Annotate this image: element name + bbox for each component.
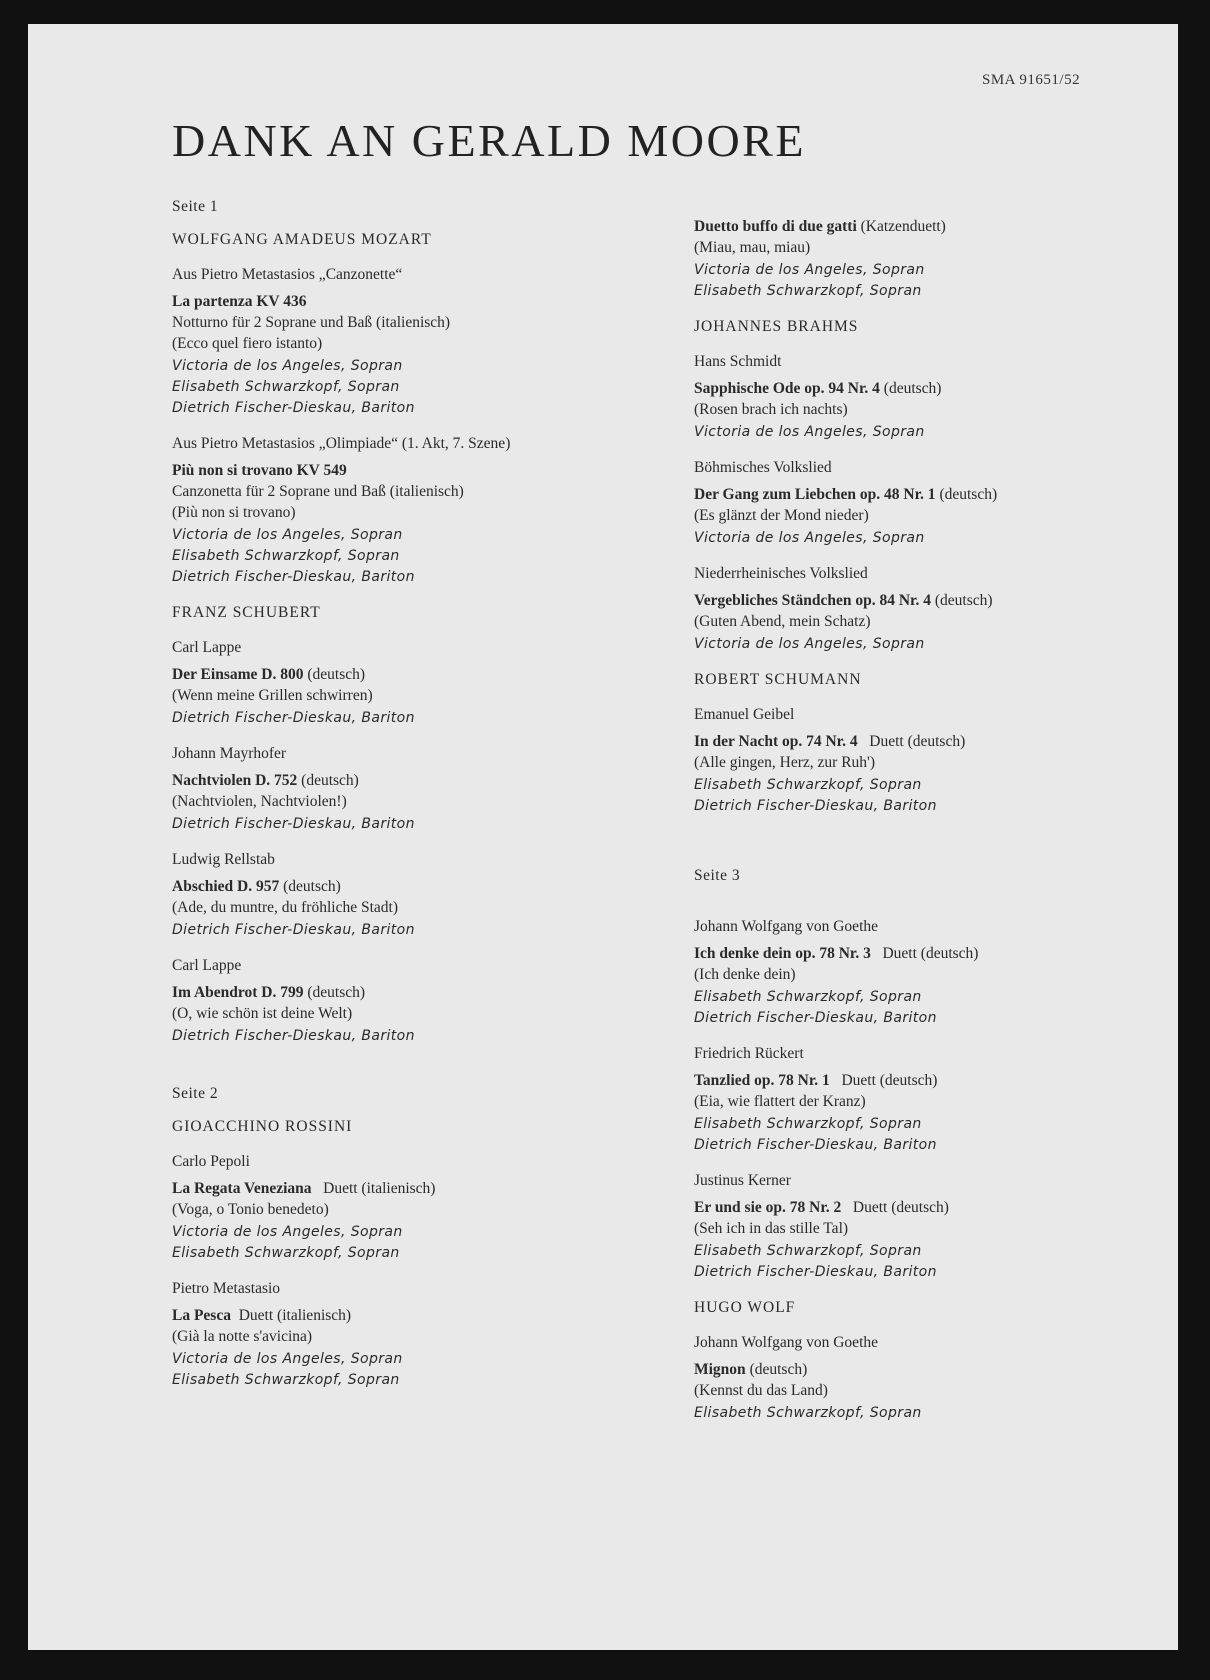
work-entry <box>694 1359 1164 1424</box>
performer: Elisabeth Schwarzkopf, Sopran <box>694 1116 922 1132</box>
work-incipit: (Miau, mau, miau) <box>694 239 811 256</box>
work-language: (Katzenduett) <box>856 218 946 235</box>
performer: Dietrich Fischer-Dieskau, Bariton <box>172 710 415 726</box>
work-language: Duett (deutsch) <box>870 945 979 962</box>
work-entry <box>694 1070 1164 1156</box>
poet-line: Hans Schmidt <box>694 353 782 370</box>
performer: Elisabeth Schwarzkopf, Sopran <box>694 1243 922 1259</box>
work-incipit: (Ade, du muntre, du fröhliche Stadt) <box>172 899 398 916</box>
left-column <box>172 196 642 1405</box>
performer: Elisabeth Schwarzkopf, Sopran <box>172 1245 400 1261</box>
work-entry <box>172 876 642 941</box>
performer: Dietrich Fischer-Dieskau, Bariton <box>694 1264 937 1280</box>
work-language: Duett (deutsch) <box>829 1072 938 1089</box>
poet-line: Aus Pietro Metastasios „Olimpiade“ (1. Akt, 7. Szene) <box>172 435 511 452</box>
work-title: Der Einsame D. 800 <box>172 666 304 683</box>
work-language: (deutsch) <box>935 486 998 503</box>
work-title: Der Gang zum Liebchen op. 48 Nr. 1 <box>694 486 936 503</box>
composer-heading: GIOACCHINO ROSSINI <box>172 1118 353 1135</box>
page-title: DANK AN GERALD MOORE <box>172 115 806 166</box>
poet-line: Ludwig Rellstab <box>172 851 275 868</box>
work-language: (deutsch) <box>279 878 341 895</box>
work-title: Ich denke dein op. 78 Nr. 3 <box>694 945 871 962</box>
work-incipit: (Più non si trovano) <box>172 504 296 521</box>
performer: Victoria de los Angeles, Sopran <box>694 636 925 652</box>
poet-line: Carlo Pepoli <box>172 1153 250 1170</box>
performer: Dietrich Fischer-Dieskau, Bariton <box>172 816 415 832</box>
performer: Victoria de los Angeles, Sopran <box>694 530 925 546</box>
work-title: La Regata Veneziana <box>172 1180 312 1197</box>
work-language: (deutsch) <box>745 1361 808 1378</box>
work-description: Canzonetta für 2 Soprane und Baß (italienisch) <box>172 483 464 500</box>
composer-heading: FRANZ SCHUBERT <box>172 604 321 621</box>
liner-notes-page <box>28 24 1178 1650</box>
work-language: Duett (italienisch) <box>311 1180 436 1197</box>
performer: Victoria de los Angeles, Sopran <box>172 1351 403 1367</box>
work-entry <box>694 1197 1164 1283</box>
performer: Victoria de los Angeles, Sopran <box>694 262 925 278</box>
work-title: Abschied D. 957 <box>172 878 280 895</box>
poet-line: Johann Wolfgang von Goethe <box>694 1334 879 1351</box>
work-title: Tanzlied op. 78 Nr. 1 <box>694 1072 830 1089</box>
performer: Elisabeth Schwarzkopf, Sopran <box>694 1405 922 1421</box>
poet-line: Böhmisches Volkslied <box>694 459 832 476</box>
work-title: Più non si trovano KV 549 <box>172 462 347 479</box>
poet-line: Justinus Kerner <box>694 1172 791 1189</box>
poet-line: Emanuel Geibel <box>694 706 795 723</box>
work-entry <box>172 1178 642 1264</box>
work-incipit: (Kennst du das Land) <box>694 1382 828 1399</box>
performer: Victoria de los Angeles, Sopran <box>172 1224 403 1240</box>
work-title: Er und sie op. 78 Nr. 2 <box>694 1199 842 1216</box>
performer: Dietrich Fischer-Dieskau, Bariton <box>172 400 415 416</box>
poet-line: Aus Pietro Metastasios „Canzonette“ <box>172 266 403 283</box>
performer: Dietrich Fischer-Dieskau, Bariton <box>172 569 415 585</box>
work-entry <box>172 460 642 588</box>
performer: Elisabeth Schwarzkopf, Sopran <box>694 989 922 1005</box>
work-entry <box>172 770 642 835</box>
work-entry <box>172 664 642 729</box>
work-title: La partenza KV 436 <box>172 293 307 310</box>
performer: Victoria de los Angeles, Sopran <box>172 527 403 543</box>
work-language: (deutsch) <box>303 984 366 1001</box>
work-title: Mignon <box>694 1361 746 1378</box>
performer: Elisabeth Schwarzkopf, Sopran <box>694 283 922 299</box>
work-entry <box>694 943 1164 1029</box>
work-entry <box>172 1305 642 1391</box>
performer: Elisabeth Schwarzkopf, Sopran <box>172 1372 400 1388</box>
poet-line: Carl Lappe <box>172 957 242 974</box>
work-language: (deutsch) <box>303 666 366 683</box>
work-incipit: (O, wie schön ist deine Welt) <box>172 1005 353 1022</box>
work-title: In der Nacht op. 74 Nr. 4 <box>694 733 858 750</box>
work-incipit: (Alle gingen, Herz, zur Ruh') <box>694 754 875 771</box>
work-incipit: (Seh ich in das stille Tal) <box>694 1220 849 1237</box>
work-title: La Pesca <box>172 1307 231 1324</box>
work-language: Duett (italienisch) <box>230 1307 352 1324</box>
work-entry <box>694 484 1164 549</box>
work-incipit: (Guten Abend, mein Schatz) <box>694 613 871 630</box>
poet-line: Carl Lappe <box>172 639 242 656</box>
performer: Elisabeth Schwarzkopf, Sopran <box>172 379 400 395</box>
work-entry <box>694 378 1164 443</box>
performer: Dietrich Fischer-Dieskau, Bariton <box>694 798 937 814</box>
right-column <box>694 216 1164 1438</box>
work-entry <box>172 982 642 1047</box>
work-incipit: (Ich denke dein) <box>694 966 796 983</box>
composer-heading: HUGO WOLF <box>694 1299 796 1316</box>
work-language: (deutsch) <box>930 592 993 609</box>
poet-line: Johann Wolfgang von Goethe <box>694 918 879 935</box>
work-description: Notturno für 2 Soprane und Baß (italienisch) <box>172 314 451 331</box>
composer-heading: JOHANNES BRAHMS <box>694 318 859 335</box>
performer: Elisabeth Schwarzkopf, Sopran <box>172 548 400 564</box>
performer: Dietrich Fischer-Dieskau, Bariton <box>172 1028 415 1044</box>
work-entry <box>694 216 1164 302</box>
work-entry <box>172 291 642 419</box>
side-label: Seite 1 <box>172 198 219 215</box>
work-title: Nachtviolen D. 752 <box>172 772 298 789</box>
work-title: Duetto buffo di due gatti <box>694 218 857 235</box>
performer: Victoria de los Angeles, Sopran <box>172 358 403 374</box>
work-incipit: (Eia, wie flattert der Kranz) <box>694 1093 866 1110</box>
performer: Dietrich Fischer-Dieskau, Bariton <box>172 922 415 938</box>
work-entry <box>694 590 1164 655</box>
performer: Elisabeth Schwarzkopf, Sopran <box>694 777 922 793</box>
work-language: (deutsch) <box>297 772 359 789</box>
work-title: Sapphische Ode op. 94 Nr. 4 <box>694 380 880 397</box>
work-language: Duett (deutsch) <box>857 733 966 750</box>
side-label: Seite 3 <box>694 867 741 884</box>
work-title: Vergebliches Ständchen op. 84 Nr. 4 <box>694 592 931 609</box>
performer: Dietrich Fischer-Dieskau, Bariton <box>694 1010 937 1026</box>
side-label: Seite 2 <box>172 1085 219 1102</box>
work-language: (deutsch) <box>879 380 942 397</box>
performer: Dietrich Fischer-Dieskau, Bariton <box>694 1137 937 1153</box>
work-incipit: (Già la notte s'avicina) <box>172 1328 313 1345</box>
poet-line: Niederrheinisches Volkslied <box>694 565 868 582</box>
work-title: Im Abendrot D. 799 <box>172 984 304 1001</box>
work-language: Duett (deutsch) <box>841 1199 949 1216</box>
work-entry <box>694 731 1164 817</box>
work-incipit: (Rosen brach ich nachts) <box>694 401 848 418</box>
composer-heading: ROBERT SCHUMANN <box>694 671 862 688</box>
catalog-number: SMA 91651/52 <box>982 72 1081 88</box>
work-incipit: (Ecco quel fiero istanto) <box>172 335 323 352</box>
poet-line: Friedrich Rückert <box>694 1045 804 1062</box>
poet-line: Pietro Metastasio <box>172 1280 281 1297</box>
poet-line: Johann Mayrhofer <box>172 745 287 762</box>
composer-heading: WOLFGANG AMADEUS MOZART <box>172 231 432 248</box>
performer: Victoria de los Angeles, Sopran <box>694 424 925 440</box>
work-incipit: (Es glänzt der Mond nieder) <box>694 507 869 524</box>
work-incipit: (Wenn meine Grillen schwirren) <box>172 687 373 704</box>
work-incipit: (Voga, o Tonio benedeto) <box>172 1201 329 1218</box>
work-incipit: (Nachtviolen, Nachtviolen!) <box>172 793 347 810</box>
